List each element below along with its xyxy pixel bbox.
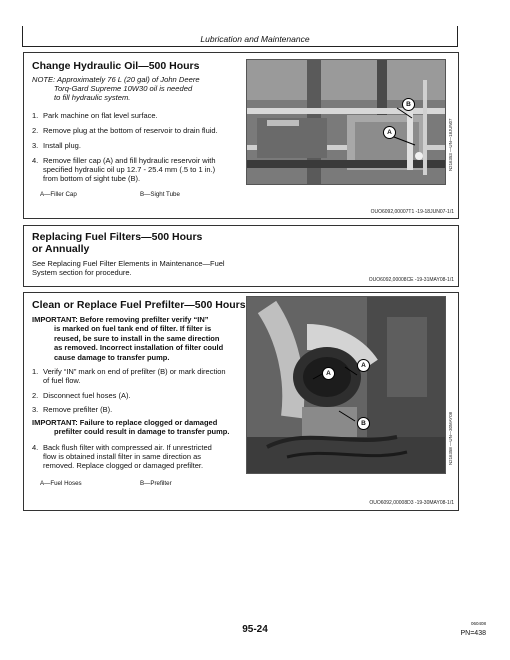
section-fuel-prefilter [23, 292, 459, 511]
document-id: OUO6092,00007T1 -19-18JUN07-1/1 [370, 209, 454, 215]
legend-item: B—Sight Tube [140, 191, 180, 198]
legend-item: A—Fuel Hoses [40, 480, 82, 487]
note-line: to fill hydraulic system. [54, 93, 131, 102]
note-line: NOTE: Approximately 76 L (20 gal) of John Deere [32, 75, 200, 84]
footer-pn: PN=438 [460, 630, 486, 637]
fuel-prefilter-photo [246, 296, 446, 474]
page-number: 95-24 [242, 624, 268, 635]
step-item: 2. Remove plug at the bottom of reservoir to drain fluid. [32, 126, 218, 135]
legend-item: A—Filler Cap [40, 191, 77, 198]
step-item: 1. Verify “IN” mark on end of prefilter (B) or mark direction of fuel flow. [32, 367, 226, 385]
callout-label: B [357, 417, 370, 430]
figure-id: N216353 —UN—18JUN07 [448, 118, 453, 171]
step-item: 3. Remove prefilter (B). [32, 405, 113, 414]
hydraulic-reservoir-photo [246, 59, 446, 185]
header-rule [22, 46, 458, 47]
step-item: 3. Install plug. [32, 141, 81, 150]
photo-illustration [247, 297, 445, 473]
callout-label: A [383, 126, 396, 139]
document-id: OUO6092,00008CE -19-31MAY08-1/1 [368, 277, 454, 283]
paragraph-line: See Replacing Fuel Filter Elements in Maintenance—Fuel [32, 259, 225, 268]
section-title: Change Hydraulic Oil—500 Hours [32, 60, 200, 72]
section-replacing-fuel-filters [23, 225, 459, 287]
step-item: 4. Remove filler cap (A) and fill hydraulic reservoir with specified hydraulic oil up 12.7 - 25.4 mm (.5 to 1 in.) from bottom of sight tube (B). [32, 156, 216, 183]
section-title: Clean or Replace Fuel Prefilter—500 Hours [32, 299, 246, 311]
important-notice: IMPORTANT: Before removing prefilter verify “IN” is marked on fuel tank end of filter. If filter is reused, be sure to install in the same direction as removed. Incorrect installation of filter could cause damage to transfer pump. [32, 315, 224, 362]
document-id: OUO6092,00008D3 -19-30MAY08-1/1 [369, 500, 454, 506]
callout-label: A [357, 359, 370, 372]
legend-item: B—Prefilter [140, 480, 172, 487]
important-notice: IMPORTANT: Failure to replace clogged or damaged prefilter could result in damage to transfer pump. [32, 418, 230, 437]
figure-id: N216358 —UN—30MAY08 [448, 411, 453, 465]
step-item: 4. Back flush filter with compressed air. If unrestricted flow is obtained install filter in same direction as removed. Replace clogged or damaged prefilter. [32, 443, 212, 470]
section-title-line: or Annually [32, 243, 90, 255]
running-header: Lubrication and Maintenance [200, 34, 310, 44]
section-title-line: Replacing Fuel Filters—500 Hours [32, 231, 203, 243]
section-change-hydraulic-oil [23, 52, 459, 219]
step-item: 1. Park machine on flat level surface. [32, 111, 158, 120]
photo-illustration [247, 60, 445, 184]
footer-code: 060408 [470, 621, 486, 626]
note-line: Torq-Gard Supreme 10W30 oil is needed [54, 84, 193, 93]
step-item: 2. Disconnect fuel hoses (A). [32, 391, 131, 400]
callout-label: B [402, 98, 415, 111]
paragraph-line: System section for procedure. [32, 268, 132, 277]
callout-label: A [322, 367, 335, 380]
